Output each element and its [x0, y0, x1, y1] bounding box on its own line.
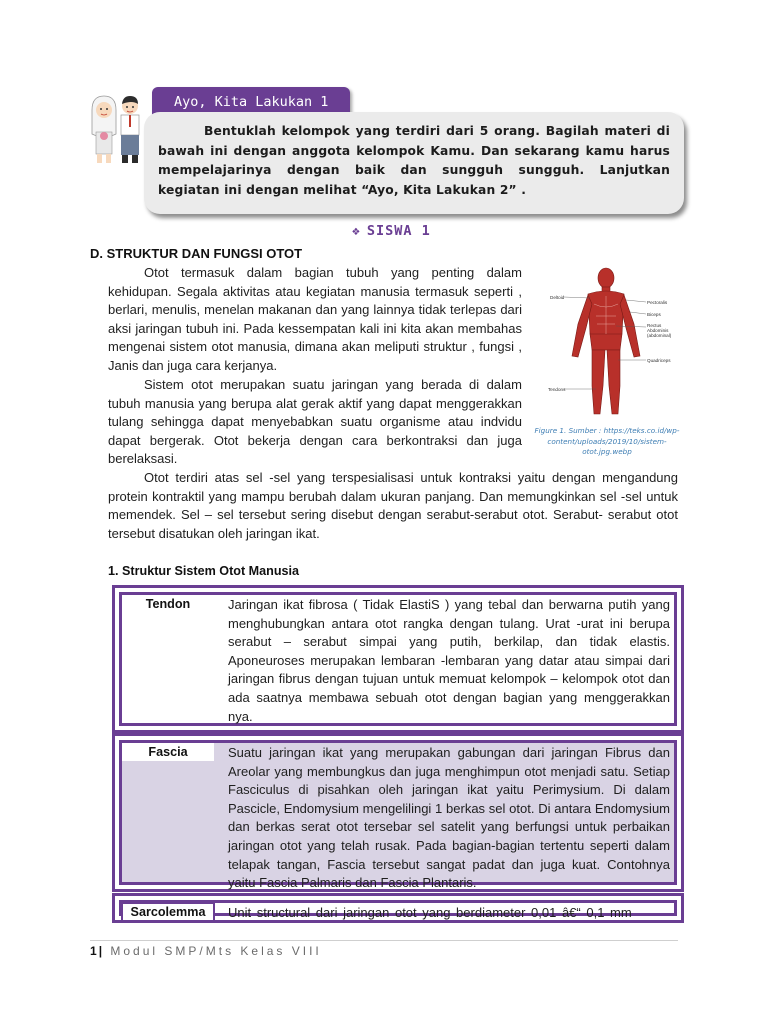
label-tendons: Tendons [548, 387, 566, 392]
activity-box [144, 112, 684, 214]
table-row-tendon [112, 585, 684, 733]
subsection-title: 1. Struktur Sistem Otot Manusia [108, 564, 300, 578]
footer-separator: | [98, 944, 103, 958]
label-quadriceps: Quadriceps [647, 358, 671, 363]
figure-caption: Figure 1. Sumber : https://teks.co.id/wp-content/uploads/2019/10/sistem-otot.jpg.webp [534, 426, 680, 457]
term-label: Sarcolemma [122, 903, 214, 921]
label-biceps: Biceps [647, 312, 661, 317]
term-definition: Unit structural dari jaringan otot yang berdiameter 0,01 â€“ 0,1 mm [228, 905, 632, 920]
siswa-label: ❖ SISWA 1 [352, 223, 431, 239]
diamond-bullet-icon: ❖ [352, 224, 361, 239]
label-abdominis: Abdominis [647, 328, 669, 333]
label-abdominal: (abdominal) [647, 333, 672, 338]
section-heading: D. STRUKTUR DAN FUNGSI OTOT [90, 246, 303, 261]
students-illustration [86, 90, 148, 168]
paragraph-3: Otot terdiri atas sel -sel yang terspesialisasi untuk kontraksi yaitu dengan mengandung protein kontraktil yang mampu berubah dalam ukuran panjang. Dan memungkinkan sel -sel untuk memendek. Sel – sel tersebut sering disebut dengan serabut-serabut otot. Serabut- serabut otot tersebut disatukan oleh jaringan ikat. [108, 470, 678, 541]
page-number: 1 [90, 944, 97, 958]
label-pectoralis: Pectoralis [647, 300, 668, 305]
footer-divider [90, 940, 678, 941]
table-row-sarcolemma [112, 893, 684, 923]
page-footer [90, 944, 322, 958]
activity-tab: Ayo, Kita Lakukan 1 [152, 87, 350, 117]
term-label: Tendon [122, 595, 214, 613]
label-rectus: Rectus [647, 323, 662, 328]
term-definition: Jaringan ikat fibrosa ( Tidak ElastiS ) yang tebal dan berwarna putih yang menghubungkan antara otot rangka dengan tulang. Urat -urat ini berupa serabut – serabut simpai yang putih, berkilap, dan tidak elastis. Aponeuroses merupakan lembaran -lembaran yang datar atau simpai dari jaringan fibrus dengan tujuan untuk memuat kelompok – kelompok otot dan ada saatnya membawa sebuah otot dengan bagian yang menggerakkan nya. [228, 597, 670, 724]
paragraph-2: Sistem otot merupakan suatu jaringan yang berada di dalam tubuh manusia yang berupa alat gerak aktif yang dapat menggerakkan tulang sehingga dapat menyebabkan suatu organisme atau indvidu dapat bergerak. Otot bekerja dengan cara berkontraksi dan juga berelaksasi. [108, 377, 522, 467]
table-row-fascia [112, 733, 684, 892]
paragraph-1: Otot termasuk dalam bagian tubuh yang penting dalam kehidupan. Segala aktivitas atau kegiatan manusia termasuk seperti , berlari, menulis, menelan makanan dan yang lainnya tidak terlepas dari aksi jaringan tubuh ini. Pada kessempatan kali ini kita akan membahas mengenai sistem otot manusia, dimana akan meliputi struktur , fungsi , Janis dan juga cara kerjanya. [108, 265, 522, 373]
muscle-system-figure [542, 264, 674, 424]
term-definition: Suatu jaringan ikat yang merupakan gabungan dari jaringan Fibrus dan Areolar yang membungkus dan juga menghimpun otot menjadi satu. Setiap Fasciculus di pisahkan oleh jaringan ikat yaitu Perimysium. Di dalam Pascicle, Endomysium mengelilingi 1 berkas sel otot. Di antara Endomysium dan berkas serat otot tersebar sel satelit yang berfungsi untuk perbaikan jaringan otot yang telah rusak. Pada bagian-bagian tertentu seperti dalam telapak tangan, Fascia tersebut sangat padat dan juga kuat. Contohnya yaitu Fascia Palmaris dan Fascia Plantaris. [228, 745, 670, 891]
term-label: Fascia [122, 743, 214, 761]
footer-text: Modul SMP/Mts Kelas VIII [110, 944, 322, 958]
activity-text: Bentuklah kelompok yang terdiri dari 5 orang. Bagilah materi di bawah ini dengan anggota kelompok Kamu. Dan sekarang kamu harus mempelajarinya dengan baik dan sungguh sungguh. Lanjutkan kegiatan ini dengan melihat “Ayo, Kita Lakukan 2” . [158, 124, 670, 197]
label-deltoid: Deltoid [550, 295, 565, 300]
